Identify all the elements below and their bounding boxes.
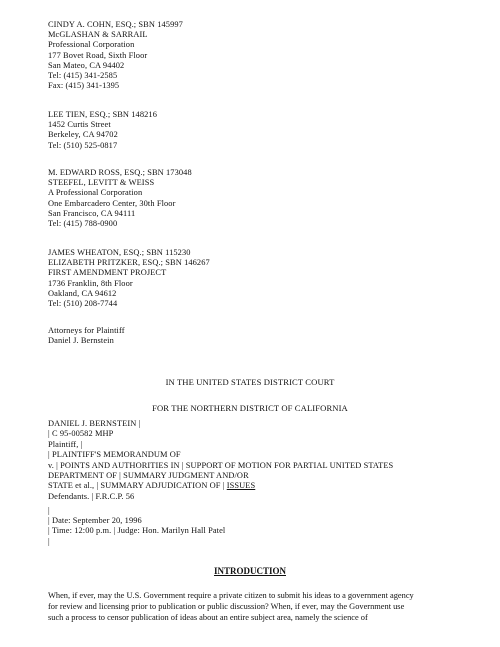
attorney-line: Tel: (415) 788-0900 (48, 219, 118, 229)
attorney-line: Professional Corporation (48, 40, 135, 50)
attorney-line: 177 Bovet Road, Sixth Floor (48, 50, 148, 60)
attorney-line: ELIZABETH PRITZKER, ESQ.; SBN 146267 (48, 258, 210, 268)
paragraph-line: When, if ever, may the U.S. Government require a private citizen to submit his ideas to a government agency (48, 591, 414, 600)
hearing-line: | (48, 536, 50, 546)
attorney-line: STEEFEL, LEVITT & WEISS (48, 178, 155, 188)
hearing-date: | Date: September 20, 1996 (48, 516, 142, 526)
court-district: FOR THE NORTHERN DISTRICT OF CALIFORNIA (152, 403, 348, 413)
attorney-line: Tel: (510) 208-7744 (48, 299, 118, 309)
attorney-line: JAMES WHEATON, ESQ.; SBN 115230 (48, 248, 191, 257)
caption-line: DANIEL J. BERNSTEIN | (48, 419, 141, 428)
attorney-line: Tel: (510) 525-0817 (48, 140, 118, 150)
court-title: IN THE UNITED STATES DISTRICT COURT (165, 377, 335, 387)
attorney-line: FIRST AMENDMENT PROJECT (48, 268, 167, 278)
attorney-line: San Mateo, CA 94402 (48, 60, 125, 70)
caption-text: STATE et al., | SUMMARY ADJUDICATION OF | (48, 481, 227, 491)
attorney-line: Tel: (415) 341-2585 (48, 71, 118, 81)
attorney-line: 1452 Curtis Street (48, 120, 111, 130)
attorney-line: Oakland, CA 94612 (48, 288, 117, 298)
attorney-line: McGLASHAN & SARRAIL (48, 30, 148, 40)
caption-line: v. | POINTS AND AUTHORITIES IN | SUPPORT OF MOTION FOR PARTIAL UNITED STATES (48, 460, 394, 470)
caption-line: | PLAINTIFF'S MEMORANDUM OF (48, 450, 181, 460)
caption-line: DEPARTMENT OF | SUMMARY JUDGMENT AND/OR (48, 471, 249, 481)
attorney-line: LEE TIEN, ESQ.; SBN 148216 (48, 110, 157, 119)
attorney-line: 1736 Franklin, 8th Floor (48, 278, 133, 288)
attorney-block-tien (48, 110, 157, 151)
hearing-time-judge: | Time: 12:00 p.m. | Judge: Hon. Marilyn Hall Patel (48, 526, 226, 536)
caption-line: Plaintiff, | (48, 439, 83, 449)
caption-line: | C 95-00582 MHP (48, 429, 114, 439)
caption-issues: ISSUES (226, 481, 256, 491)
attorney-line: CINDY A. COHN, ESQ.; SBN 145997 (48, 20, 183, 29)
attorney-line: Berkeley, CA 94702 (48, 130, 118, 140)
hearing-line: | (48, 506, 50, 515)
attorney-line: Fax: (415) 341-1395 (48, 81, 120, 91)
paragraph-line: for review and licensing prior to publication or public discussion? When, if ever, may the Government use (48, 602, 405, 612)
attorney-block-cohn (48, 20, 183, 91)
attorneys-for-line: Attorneys for Plaintiff (48, 326, 125, 335)
paragraph-line: such a process to censor publication of ideas about an entire subject area, namely the science of (48, 613, 368, 623)
introduction-paragraph (48, 590, 458, 624)
case-caption (48, 419, 393, 502)
attorney-block-ross (48, 168, 192, 229)
attorney-line: A Professional Corporation (48, 188, 143, 198)
attorney-line: One Embarcadero Center, 30th Floor (48, 198, 176, 208)
hearing-info (48, 506, 225, 547)
caption-line: Defendants. | F.R.C.P. 56 (48, 491, 135, 501)
attorney-block-wheaton (48, 248, 210, 309)
attorney-line: San Francisco, CA 94111 (48, 208, 136, 218)
attorney-line: M. EDWARD ROSS, ESQ.; SBN 173048 (48, 168, 192, 177)
attorneys-for-plaintiff (48, 326, 125, 346)
introduction-heading: INTRODUCTION (213, 566, 286, 576)
caption-line (48, 481, 393, 491)
attorneys-for-line: Daniel J. Bernstein (48, 336, 114, 346)
